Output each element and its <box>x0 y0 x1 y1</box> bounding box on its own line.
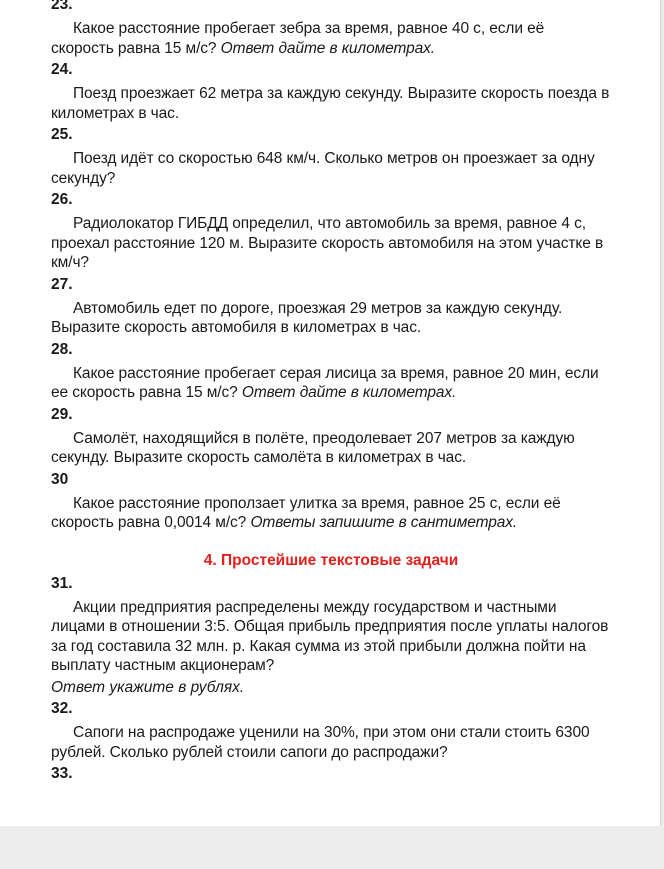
task-number: 27. <box>51 275 73 293</box>
task-number: 29. <box>51 405 73 423</box>
task-number: 33. <box>51 765 73 782</box>
section-title: 4. Простейшие текстовые задачи <box>203 551 459 569</box>
task-text: Какое расстояние пробегает серая лисица за время, равное 20 мин, если ее скорость равна 15 м/с? Ответ дайте в километрах. <box>51 364 599 401</box>
task-text: Какое расстояние проползает улитка за время, равное 25 с, если её скорость равна 0,0014 м/с? Ответы запишите в сантиметрах. <box>51 494 561 531</box>
task-text: Сапоги на распродаже уценили на 30%, при этом они стали стоить 6300 рублей. Сколько рублей стоили сапоги до распродажи? <box>51 724 590 761</box>
task-number: 24. <box>51 61 73 78</box>
task-text: Акции предприятия распределены между государством и частными лицами в отношении 3:5. Общая прибыль предприятия после уплаты налогов за год составила 32 млн. р. Какая сумма из этой прибыли должна пойти на выплату частным акционерам? <box>51 598 609 674</box>
task-text: Поезд проезжает 62 метра за каждую секунду. Выразите скорость поезда в километрах в час. <box>51 85 610 122</box>
task-number: 25. <box>51 126 73 143</box>
task-text: Радиолокатор ГИБДД определил, что автомобиль за время, равное 4 с, проехал расстояние 120 м. Выразите скорость автомобиля на этом участке в км/ч? <box>51 215 604 271</box>
task-text: Автомобиль едет по дороге, проезжая 29 метров за каждую секунду. Выразите скорость автомобиля в километрах в час. <box>51 299 563 336</box>
task-text: Самолёт, находящийся в полёте, преодолевает 207 метров за каждую секунду. Выразите скорость самолёта в километрах в час. <box>51 429 575 466</box>
task-answer-note: Ответы запишите в сантиметрах. <box>250 514 518 531</box>
task-number: 26. <box>51 191 73 208</box>
task-number: 28. <box>51 340 73 358</box>
task-text: Какое расстояние пробегает зебра за время, равное 40 с, если её скорость равна 15 м/с? Ответ дайте в километрах. <box>51 20 545 57</box>
document-content <box>51 0 611 788</box>
task-answer-note: Ответ дайте в километрах. <box>220 39 436 57</box>
task-number: 23. <box>51 0 73 13</box>
task-answer-note: Ответ укажите в рублях. <box>51 678 245 696</box>
task-number: 31. <box>51 574 73 592</box>
task-answer-note: Ответ дайте в километрах. <box>241 384 457 401</box>
task-number: 32. <box>51 700 73 717</box>
task-text: Поезд идёт со скоростью 648 км/ч. Сколько метров он проезжает за одну секунду? <box>51 150 595 187</box>
task-number: 30 <box>51 470 69 488</box>
